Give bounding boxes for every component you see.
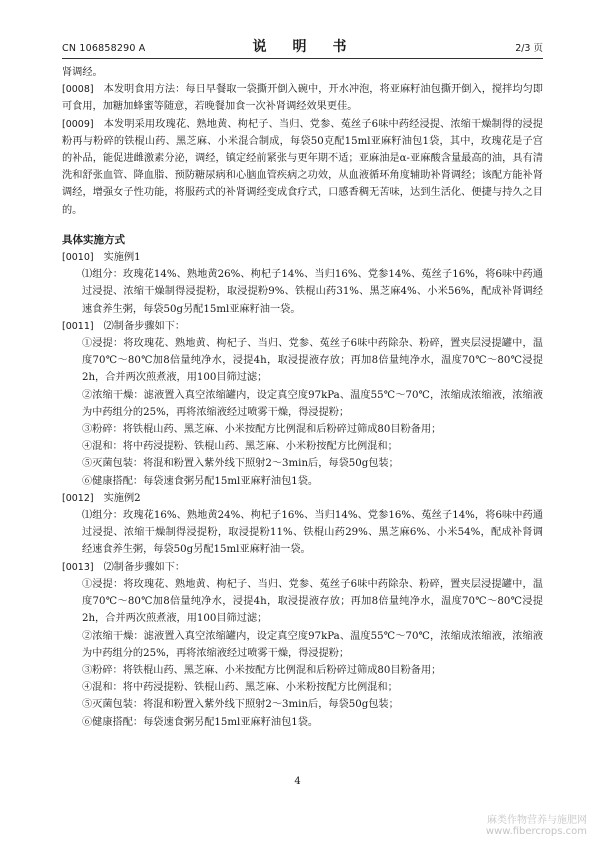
step-item: ⑤灭菌包装：将混和粉置入紫外线下照射2～3min后，每袋50g包装；	[82, 699, 399, 711]
paragraph-text: 本发明食用方法：每日早餐取一袋撕开倒入碗中，开水冲泡，将亚麻籽油包撕开倒入，搅拌均匀即可食用，加糖加蜂蜜等随意，若晚餐加食一次补肾调经效果更佳。	[62, 84, 543, 113]
paragraph-tag: [0011]	[62, 320, 94, 332]
paragraph-tag: [0009]	[62, 118, 94, 130]
example-heading	[62, 490, 543, 507]
steps-heading	[62, 318, 543, 335]
step-item: ⑥健康搭配：每袋速食粥另配15ml亚麻籽油包1袋。	[82, 716, 319, 728]
paragraph-tag: [0010]	[62, 252, 94, 264]
page-ratio: 2/3 页	[515, 43, 543, 54]
steps-heading	[62, 559, 543, 576]
example-composition: ⑴组分：玫瑰花14%、熟地黄26%、枸杞子14%、当归16%、党参14%、菟丝子16%，将6味中药通过浸提、浓缩干燥制得浸提粉，取浸提粉9%、铁棍山药31%、黑芝麻4%、小米56%，配成补肾调经速食养生粥，每袋50g另配15ml亚麻籽油一袋。	[82, 269, 543, 315]
paragraph-tag: [0008]	[62, 84, 94, 96]
steps-title: ⑵制备步骤如下：	[103, 561, 186, 573]
paragraph-continuation	[62, 64, 543, 81]
step-item: ⑤灭菌包装：将混和粉置入紫外线下照射2～3min后，每袋50g包装；	[82, 458, 399, 470]
section-title: 具体实施方式	[62, 233, 125, 246]
document-title: 说 明 书	[252, 39, 353, 55]
page-header	[62, 36, 543, 59]
paragraph-0008	[62, 81, 543, 115]
paragraph-0009	[62, 116, 543, 219]
step-item: ②浓缩干燥：滤液置入真空浓缩罐内，设定真空度97kPa、温度55℃～70℃，浓缩成浓缩液，浓缩液为中药组分的25%，再将浓缩液经过喷雾干燥，得浸提粉；	[82, 630, 543, 659]
steps-title: ⑵制备步骤如下：	[103, 320, 186, 332]
document-body	[62, 64, 543, 731]
paragraph-text: 肾调经。	[62, 67, 103, 78]
publication-number: CN 106858290 A	[62, 43, 146, 54]
example-title: 实施例2	[103, 492, 141, 504]
step-item: ①浸提：将玫瑰花、熟地黄、枸杞子、当归、党参、菟丝子6味中药除杂、粉碎，置夹层浸提罐中，温度70℃～80℃加8倍量纯净水，浸提4h，取浸提液存放；再加8倍量纯净水，温度70℃～80℃浸提2h，合并两次煎煮液，用100目筛过滤；	[82, 338, 543, 384]
page-number: 4	[294, 776, 301, 787]
paragraph-text: 本发明采用玫瑰花、熟地黄、枸杞子、当归、党参、菟丝子6味中药经浸提、浓缩干燥制得的浸提粉再与粉碎的铁棍山药、黑芝麻、小米混合制成，每袋50克配15ml亚麻籽油包1袋，其中，玫瑰花是子宫的补品，能促进雌激素分泌，调经，镇定经前紧张与更年期不适；亚麻油是α-亚麻酸含量最高的油，具有清洗和舒张血管、降血脂、预防糖尿病和心脑血管疾病之功效，从血液循环角度辅助补肾调经；该配方能补肾调经，增强女子性功能，将服药式的补肾调经变成食疗式，口感香稠无苦味，达到生活化、便捷与持久之目的。	[62, 118, 543, 216]
step-item: ③粉碎：将铁棍山药、黑芝麻、小米按配方比例混和后粉碎过筛成80目粉备用；	[82, 664, 442, 676]
example-composition: ⑴组分：玫瑰花16%、熟地黄24%、枸杞子16%、当归14%、党参16%、菟丝子14%，将6味中药通过浸提、浓缩干燥制得浸提粉，取浸提粉11%、铁棍山药29%、黑芝麻6%、小米54%，配成补肾调经速食养生粥，每袋50g另配15ml亚麻籽油一袋。	[82, 510, 543, 556]
step-item: ①浸提：将玫瑰花、熟地黄、枸杞子、当归、党参、菟丝子6味中药除杂、粉碎，置夹层浸提罐中，温度70℃～80℃加8倍量纯净水，浸提4h，取浸提液存放；再加8倍量纯净水，温度70℃～80℃浸提2h，合并两次煎煮液，用100目筛过滤；	[82, 578, 543, 625]
example-title: 实施例1	[103, 252, 141, 264]
step-item: ⑥健康搭配：每袋速食粥另配15ml亚麻籽油包1袋。	[82, 475, 319, 487]
watermark-url: www.fibercrops.com	[485, 826, 587, 837]
paragraph-tag: [0012]	[62, 492, 94, 504]
step-item: ④混和：将中药浸提粉、铁棍山药、黑芝麻、小米粉按配方比例混和；	[82, 682, 398, 694]
step-item: ③粉碎：将铁棍山药、黑芝麻、小米按配方比例混和后粉碎过筛成80目粉备用；	[82, 424, 442, 436]
watermark	[486, 815, 587, 837]
example-heading	[62, 249, 543, 266]
watermark-site-name: 麻类作物营养与施肥网	[487, 815, 587, 826]
step-item: ②浓缩干燥：滤液置入真空浓缩罐内，设定真空度97kPa、温度55℃～70℃，浓缩成浓缩液，浓缩液为中药组分的25%，再将浓缩液经过喷雾干燥，得浸提粉；	[82, 389, 543, 418]
step-item: ④混和：将中药浸提粉、铁棍山药、黑芝麻、小米粉按配方比例混和；	[82, 441, 398, 453]
paragraph-tag: [0013]	[62, 561, 94, 573]
